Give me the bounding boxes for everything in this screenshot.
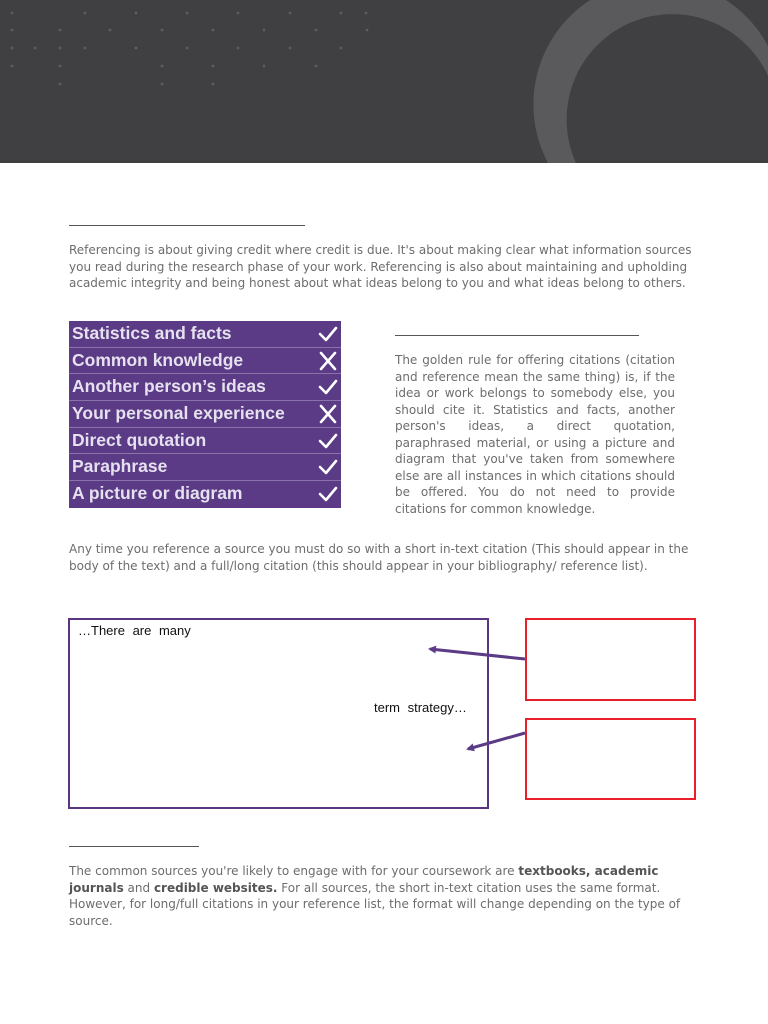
sources-bold-1: textbooks, academic journals: [69, 864, 659, 895]
citation-checklist: [69, 321, 341, 508]
quote-end-text: term strategy…: [374, 700, 467, 715]
decorative-arc: [533, 0, 768, 163]
checklist-item-label: Your personal experience: [72, 403, 285, 424]
checklist-item-label: Direct quotation: [72, 429, 207, 450]
reference-citation-box: [525, 718, 696, 800]
intro-paragraph: Referencing is about giving credit where credit is due. It's about making clear what information sources you read during the research phase of your work. Referencing is also about maintaining and upholding academic integrity and being honest about what ideas belong to you and what ideas belong to others.: [69, 243, 692, 290]
quote-start-text: …There are many: [78, 623, 191, 638]
sources-text-3: For all sources, the short in-text citation uses the same format. However, for long/full citations in your reference list, the format will change depending on the type of source.: [69, 880, 681, 928]
sources-text-2: and: [123, 880, 154, 895]
checklist-item: [69, 401, 341, 428]
checklist-item: [69, 428, 341, 455]
sources-paragraph: [69, 863, 703, 929]
in-text-citation-box: [525, 618, 696, 701]
check-icon: [317, 457, 339, 477]
dot-grid: [11, 12, 369, 86]
checklist-item-label: Statistics and facts: [72, 323, 232, 343]
check-icon: [317, 431, 339, 451]
check-icon: [317, 377, 339, 397]
cross-icon: [317, 351, 339, 371]
check-icon: [317, 484, 339, 504]
heading-rule: [69, 846, 199, 847]
sources-text-1: The common sources you're likely to engage with for your coursework are: [69, 864, 519, 878]
checklist-item: [69, 454, 341, 481]
cross-icon: [317, 404, 339, 424]
header-banner: [0, 0, 768, 163]
decorative-pattern: [0, 0, 768, 163]
checklist-item: [69, 321, 341, 348]
heading-rule: [69, 225, 305, 226]
citation-note-paragraph: Any time you reference a source you must do so with a short in-text citation (This should appear in the body of the text) and a full/long citation (this should appear in your bibliography/ reference list).: [69, 542, 689, 573]
checklist-item: [69, 481, 341, 508]
heading-rule: [395, 335, 639, 336]
checklist-item: [69, 374, 341, 401]
sources-bold-2: credible websites.: [153, 880, 278, 895]
checklist-item-label: Paraphrase: [72, 456, 168, 477]
golden-rule-paragraph: The golden rule for offering citations (citation and reference mean the same thing) is, if the idea or work belongs to somebody else, you should cite it. Statistics and facts, another person's ideas, a direct quotation, paraphrased material, or using a picture and diagram that you've taken from somewhere else are all instances in which citations should be offered. You do not need to provide citations for common knowledge.: [395, 353, 675, 516]
checklist-item-label: Common knowledge: [72, 349, 244, 370]
checklist-item-label: Another person’s ideas: [72, 376, 266, 397]
checklist-item: [69, 348, 341, 375]
check-icon: [317, 324, 339, 344]
checklist-item-label: A picture or diagram: [72, 483, 243, 504]
